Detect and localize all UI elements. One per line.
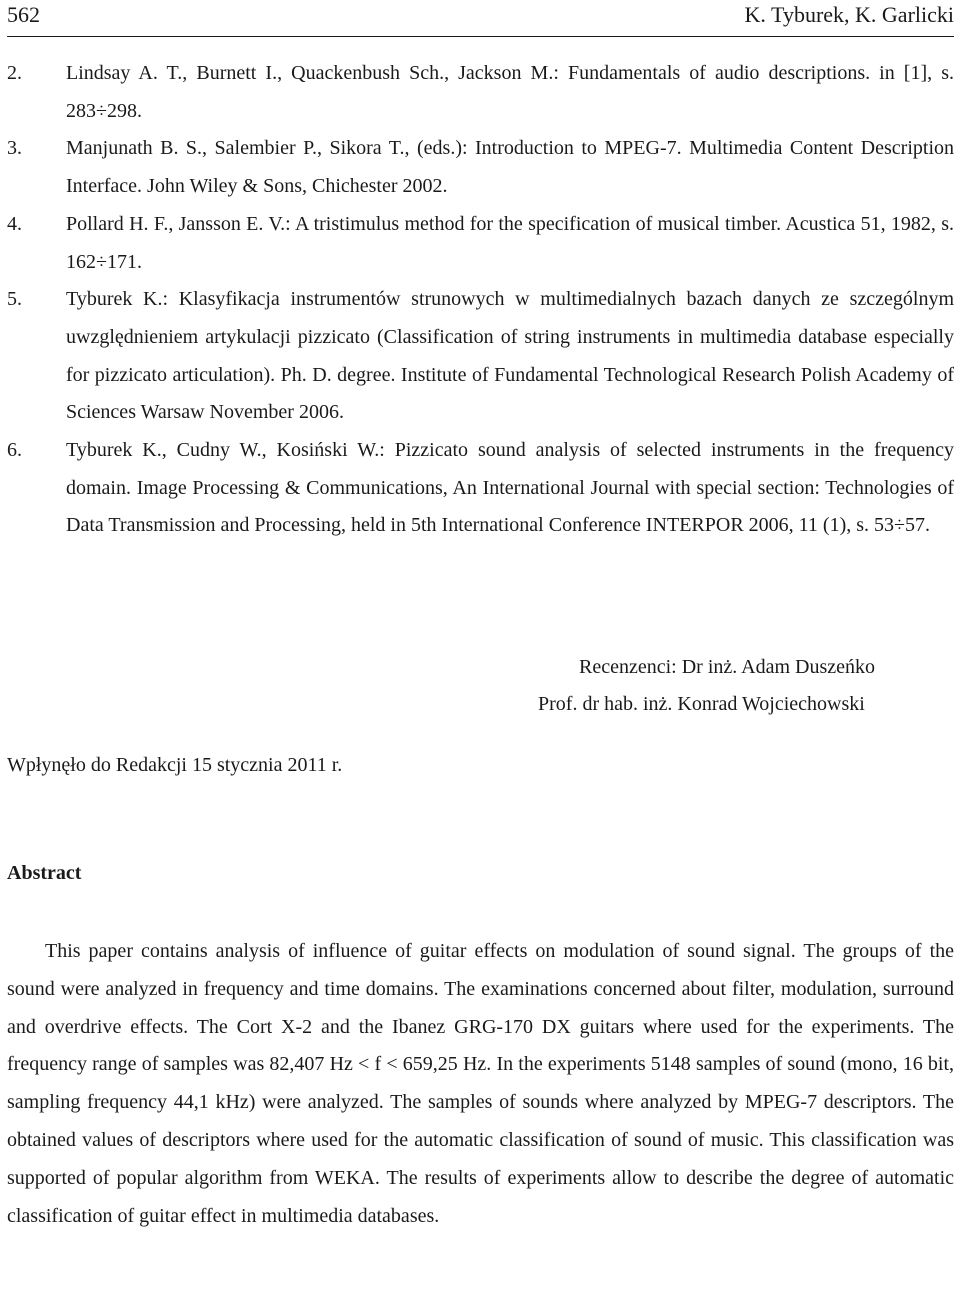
reference-text: Tyburek K.: Klasyfikacja instrumentów strunowych w multimedialnych bazach danych ze szczególnym uwzględnieniem artykulacji pizzicato (Classification of string instruments in multimedia database especially for pizzicato articulation). Ph. D. degree. Institute of Fundamental Technological Research Polish Academy of Sciences Warsaw November 2006. (66, 288, 954, 424)
reviewer-line-2: Prof. dr hab. inż. Konrad Wojciechowski (538, 693, 865, 715)
reference-list (7, 55, 954, 545)
reference-item (7, 55, 954, 130)
reference-text: Pollard H. F., Jansson E. V.: A tristimulus method for the specification of musical timber. Acustica 51, 1982, s. 162÷171. (66, 212, 954, 273)
header-rule (7, 36, 954, 37)
reference-number: 2. (7, 62, 22, 84)
reference-number: 5. (7, 288, 22, 311)
reviewers-block (538, 649, 954, 723)
reviewer-line-1: Recenzenci: Dr inż. Adam Duszeńko (579, 656, 876, 678)
reference-item (7, 206, 954, 281)
reference-text: Tyburek K., Cudny W., Kosiński W.: Pizzicato sound analysis of selected instruments in the frequency domain. Image Processing & Communications, An International Journal with special section: Technologies of Data Transmission and Processing, held in 5th International Conference INTERPOR 2006, 11 (1), s. 53÷57. (66, 439, 954, 537)
abstract-heading: Abstract (7, 862, 82, 884)
reference-number: 3. (7, 137, 22, 160)
reference-item (7, 432, 954, 545)
abstract-body: This paper contains analysis of influence of guitar effects on modulation of sound signal. The groups of the sound were analyzed in frequency and time domains. The examinations concerned about filter, modulation, surround and overdrive effects. The Cort X-2 and the Ibanez GRG-170 DX guitars where used for the experiments. The frequency range of samples was 82,407 Hz < f < 659,25 Hz. In the experiments 5148 samples of sound (mono, 16 bit, sampling frequency 44,1 kHz) were analyzed. The samples of sounds where analyzed by MPEG-7 descriptors. The obtained values of descriptors where used for the automatic classification of sound of music. This classification was supported of popular algorithm from WEKA. The results of experiments allow to describe the degree of automatic classification of guitar effect in multimedia databases. (7, 940, 954, 1227)
reference-number: 4. (7, 212, 22, 235)
received-date: Wpłynęło do Redakcji 15 stycznia 2011 r. (7, 754, 343, 776)
running-head: K. Tyburek, K. Garlicki (744, 2, 954, 27)
reference-text: Manjunath B. S., Salembier P., Sikora T., (eds.): Introduction to MPEG-7. Multimedia Content Description Interface. John Wiley & Sons, Chichester 2002. (66, 137, 954, 198)
page-header (7, 2, 954, 30)
reference-item (7, 130, 954, 205)
paper-page (7, 0, 954, 1307)
reference-text: Lindsay A. T., Burnett I., Quackenbush Sch., Jackson M.: Fundamentals of audio descriptions. in [1], s. 283÷298. (66, 62, 954, 122)
page-number: 562 (7, 2, 40, 27)
reference-number: 6. (7, 439, 22, 462)
reference-item (7, 281, 954, 432)
